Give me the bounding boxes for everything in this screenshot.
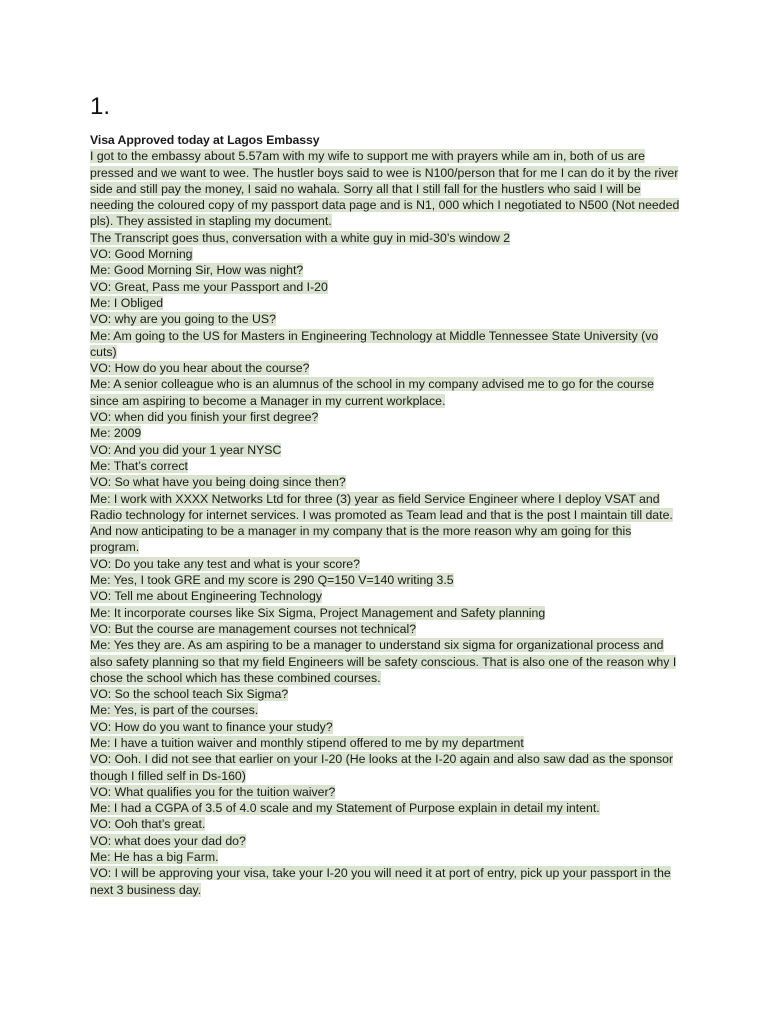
transcript-line: [90, 865, 682, 898]
transcript-line: [90, 784, 682, 800]
highlighted-text: Me: Yes, I took GRE and my score is 290 Q=150 V=140 writing 3.5: [90, 573, 454, 588]
transcript-line: [90, 572, 682, 588]
transcript-line: [90, 588, 682, 604]
transcript-line: [90, 849, 682, 865]
highlighted-text: Me: 2009: [90, 426, 142, 441]
highlighted-text: Me: That’s correct: [90, 458, 188, 473]
highlighted-text: VO: But the course are management courses not technical?: [90, 621, 417, 636]
transcript-line: [90, 491, 682, 556]
highlighted-text: VO: And you did your 1 year NYSC: [90, 442, 282, 457]
highlighted-text: VO: why are you going to the US?: [90, 312, 276, 327]
highlighted-text: Me: I Obliged: [90, 295, 164, 310]
highlighted-text: VO: Ooh. I did not see that earlier on your I-20 (He looks at the I-20 again and also saw dad as the sponsor though I filled self in Ds-160): [90, 752, 674, 783]
highlighted-text: VO: What qualifies you for the tuition waiver?: [90, 784, 336, 799]
highlighted-text: VO: what does your dad do?: [90, 833, 246, 848]
document-title: Visa Approved today at Lagos Embassy: [90, 133, 320, 147]
highlighted-text: VO: I will be approving your visa, take your I-20 you will need it at port of entry, pick up your passport in the next 3 business day.: [90, 866, 671, 897]
transcript-line: [90, 311, 682, 327]
highlighted-text: VO: Great, Pass me your Passport and I-20: [90, 279, 328, 294]
highlighted-text: I got to the embassy about 5.57am with my wife to support me with prayers while am in, both of us are pressed and we want to wee. The hustler boys said to wee is N100/person that for me I can do it by the river side and still pay the money, I said no wahala. Sorry all that I still fall for the hustlers who said I will be needing the coloured copy of my passport data page and is N1, 000 which I negotiated to N500 (Not needed pls). They assisted in stapling my document.: [90, 149, 680, 229]
transcript-line: [90, 262, 682, 278]
transcript-line: [90, 425, 682, 441]
transcript-line: [90, 148, 682, 229]
transcript-line: [90, 474, 682, 490]
highlighted-text: Me: It incorporate courses like Six Sigma, Project Management and Safety planning: [90, 605, 546, 620]
section-number: 1.: [90, 93, 111, 120]
transcript-line: [90, 556, 682, 572]
transcript-line: [90, 686, 682, 702]
transcript-line: [90, 816, 682, 832]
highlighted-text: Me: Am going to the US for Masters in Engineering Technology at Middle Tennessee State University (vo cuts): [90, 328, 659, 359]
transcript-line: [90, 295, 682, 311]
transcript-line: [90, 360, 682, 376]
highlighted-text: VO: Tell me about Engineering Technology: [90, 589, 322, 604]
highlighted-text: Me: Good Morning Sir, How was night?: [90, 263, 304, 278]
highlighted-text: VO: Ooh that’s great.: [90, 817, 206, 832]
transcript-line: [90, 605, 682, 621]
transcript-line: [90, 230, 682, 246]
highlighted-text: The Transcript goes thus, conversation with a white guy in mid-30’s window 2: [90, 230, 511, 245]
transcript-line: [90, 246, 682, 262]
transcript-line: [90, 328, 682, 361]
highlighted-text: VO: So what have you being doing since then?: [90, 475, 346, 490]
transcript-line: [90, 376, 682, 409]
highlighted-text: VO: So the school teach Six Sigma?: [90, 687, 289, 702]
transcript-line: [90, 735, 682, 751]
highlighted-text: Me: I work with XXXX Networks Ltd for three (3) year as field Service Engineer where I deploy VSAT and Radio technology for internet services. I was promoted as Team lead and that is the post I maintain till date. And now anticipating to be a manager in my company that is the more reason why am going for this program.: [90, 491, 673, 555]
transcript-line: [90, 702, 682, 718]
highlighted-text: Me: I have a tuition waiver and monthly stipend offered to me by my department: [90, 735, 524, 750]
transcript-line: [90, 751, 682, 784]
highlighted-text: VO: when did you finish your first degree?: [90, 410, 319, 425]
transcript-line: [90, 279, 682, 295]
transcript-line: [90, 621, 682, 637]
transcript-line: [90, 719, 682, 735]
highlighted-text: VO: How do you hear about the course?: [90, 361, 310, 376]
transcript-line: [90, 800, 682, 816]
highlighted-text: Me: A senior colleague who is an alumnus of the school in my company advised me to go for the course since am aspiring to become a Manager in my current workplace.: [90, 377, 654, 408]
document-body: [90, 132, 682, 898]
highlighted-text: VO: How do you want to finance your study?: [90, 719, 333, 734]
highlighted-text: VO: Good Morning: [90, 247, 193, 262]
highlighted-text: Me: Yes they are. As am aspiring to be a manager to understand six sigma for organizational process and also safety planning so that my field Engineers will be safety conscious. That is also one of the reason why I chose the school which has these combined courses.: [90, 638, 677, 685]
highlighted-text: Me: Yes, is part of the courses.: [90, 703, 259, 718]
transcript-line: [90, 637, 682, 686]
transcript: [90, 148, 682, 898]
transcript-line: [90, 833, 682, 849]
transcript-line: [90, 409, 682, 425]
highlighted-text: Me: I had a CGPA of 3.5 of 4.0 scale and my Statement of Purpose explain in detail my intent.: [90, 801, 600, 816]
transcript-line: [90, 442, 682, 458]
highlighted-text: Me: He has a big Farm.: [90, 850, 219, 865]
highlighted-text: VO: Do you take any test and what is your score?: [90, 556, 360, 571]
transcript-line: [90, 458, 682, 474]
